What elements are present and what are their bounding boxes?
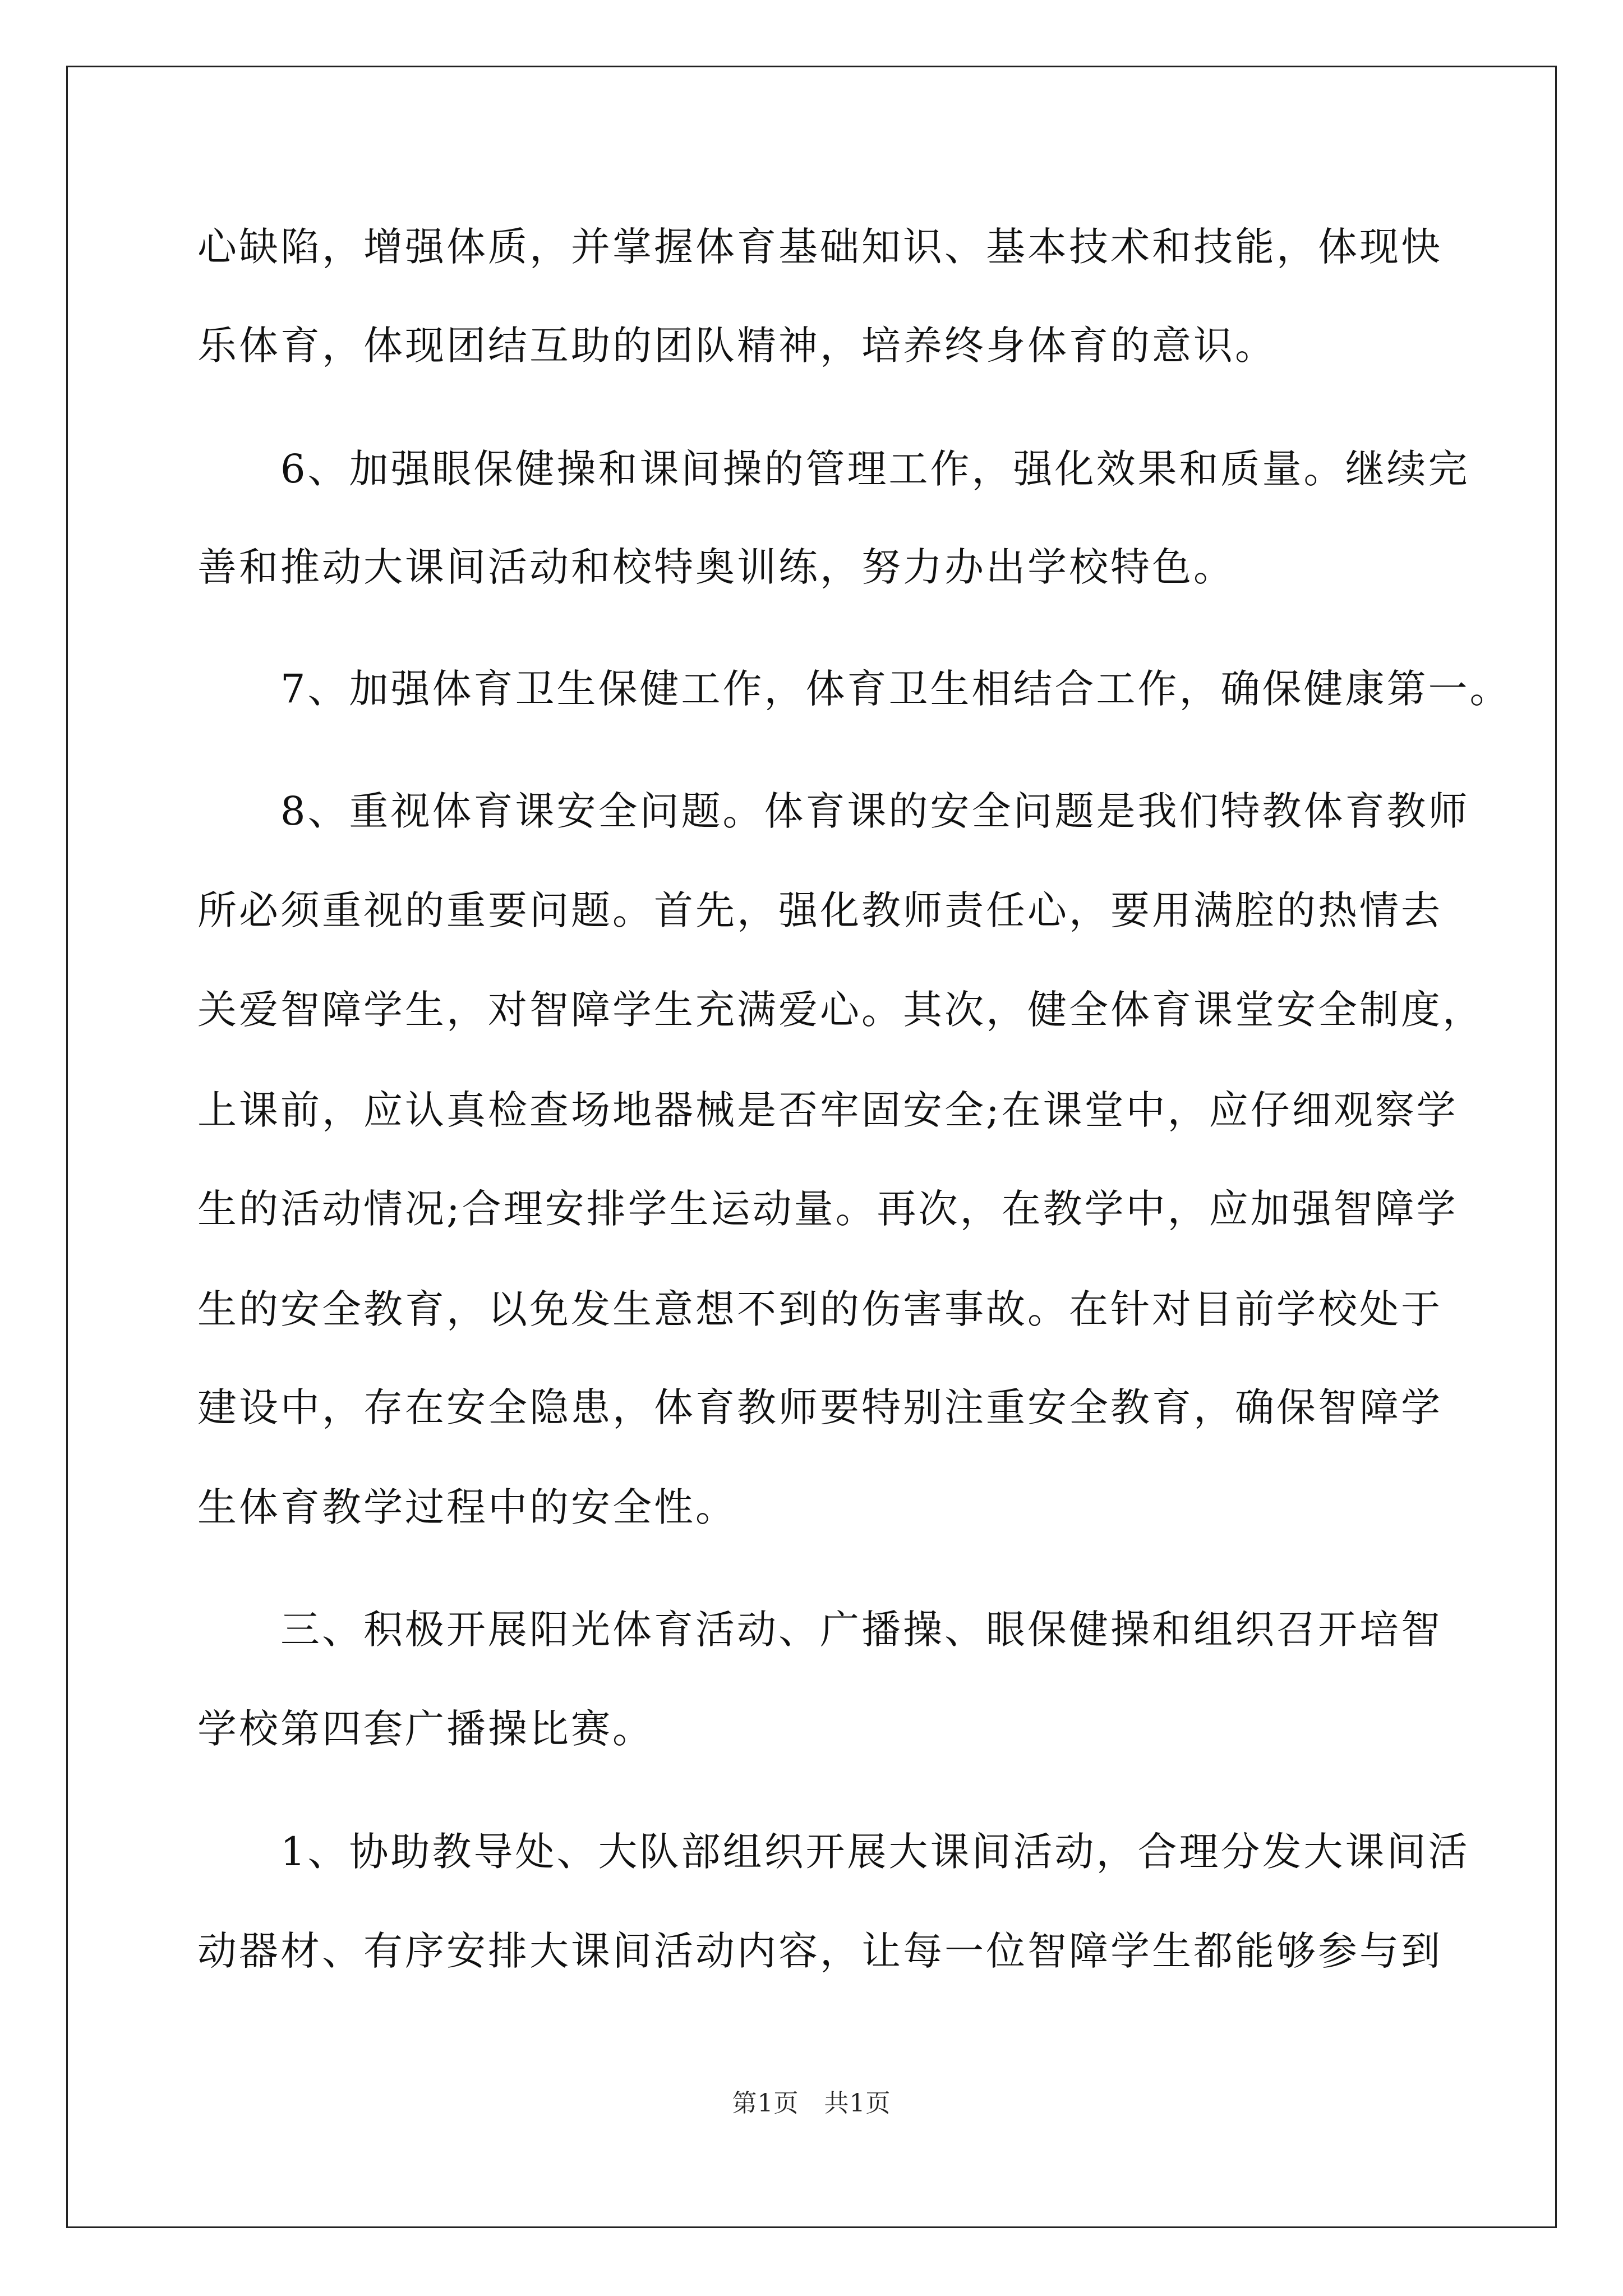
- body-text-line: 8、重视体育课安全问题。体育课的安全问题是我们特教体育教师: [197, 788, 1470, 834]
- body-text-line: 乐体育，体现团结互助的团队精神，培养终身体育的意识。: [197, 323, 1276, 369]
- body-text-line: 7、加强体育卫生保健工作，体育卫生相结合工作，确保健康第一。: [197, 666, 1511, 712]
- body-text-line: 动器材、有序安排大课间活动内容，让每一位智障学生都能够参与到: [197, 1928, 1442, 1974]
- body-text-line: 生体育教学过程中的安全性。: [197, 1484, 737, 1530]
- body-text-line: 学校第四套广播操比赛。: [197, 1706, 654, 1752]
- body-text-line: 关爱智障学生，对智障学生充满爱心。其次，健全体育课堂安全制度，: [197, 987, 1484, 1033]
- body-text-line: 上课前，应认真检查场地器械是否牢固安全;在课堂中，应仔细观察学: [197, 1087, 1458, 1133]
- page-number-footer: 第1页 共1页: [732, 2089, 891, 2118]
- body-text-line: 生的活动情况;合理安排学生运动量。再次，在教学中，应加强智障学: [197, 1186, 1458, 1232]
- body-text-line: 建设中，存在安全隐患，体育教师要特别注重安全教育，确保智障学: [197, 1384, 1442, 1430]
- body-text-line: 心缺陷，增强体质，并掌握体育基础知识、基本技术和技能，体现快: [197, 224, 1442, 270]
- body-text-line: 生的安全教育，以免发生意想不到的伤害事故。在针对目前学校处于: [197, 1286, 1442, 1332]
- body-text-line: 1、协助教导处、大队部组织开展大课间活动，合理分发大课间活: [197, 1829, 1470, 1875]
- body-text-line: 善和推动大课间活动和校特奥训练，努力办出学校特色。: [197, 544, 1235, 590]
- page-border: [66, 66, 1557, 2228]
- body-text-line: 6、加强眼保健操和课间操的管理工作，强化效果和质量。继续完: [197, 446, 1470, 492]
- body-text-line: 三、积极开展阳光体育活动、广播操、眼保健操和组织召开培智: [197, 1607, 1442, 1653]
- body-text-line: 所必须重视的重要问题。首先，强化教师责任心，要用满腔的热情去: [197, 887, 1442, 933]
